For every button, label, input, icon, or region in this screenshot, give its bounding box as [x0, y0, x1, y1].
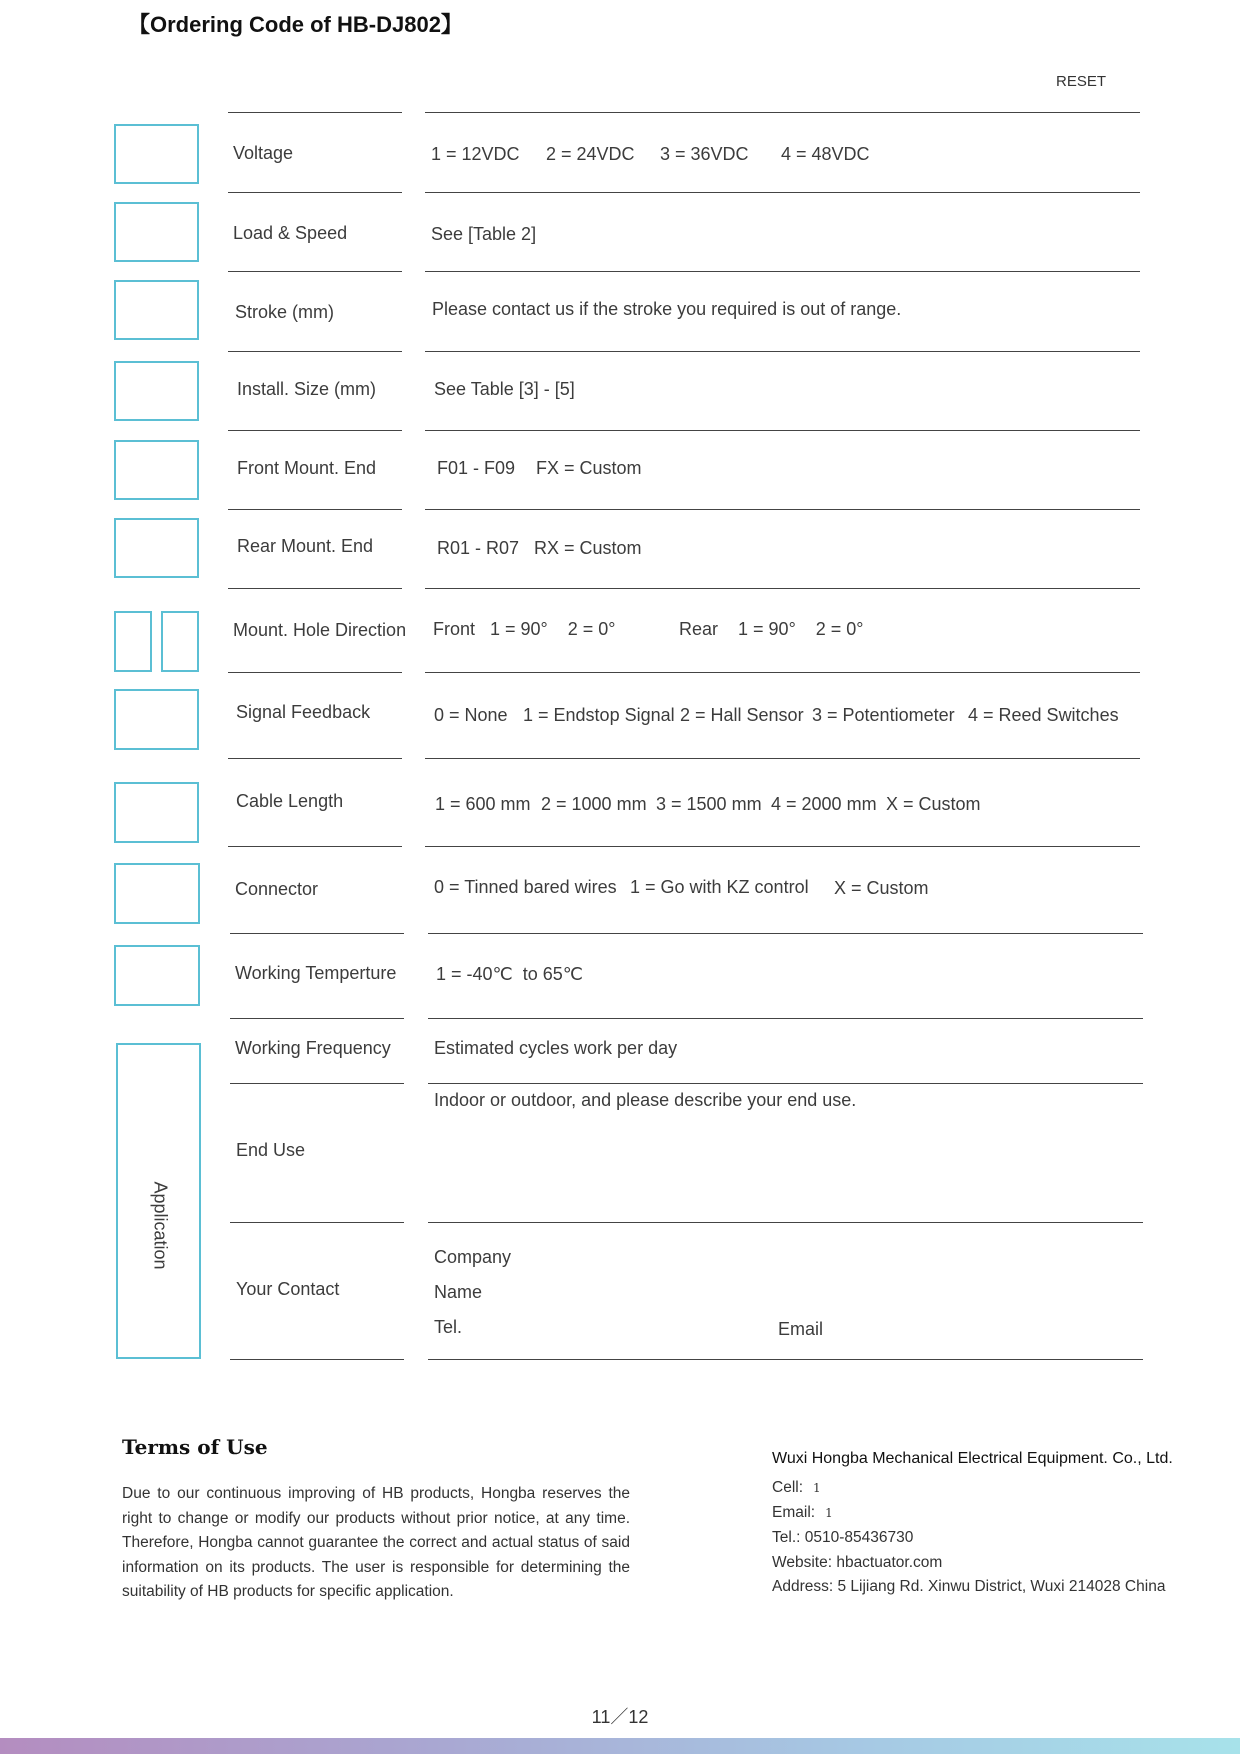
- voltage-option: 1 = 12VDC: [431, 144, 520, 164]
- front-hole-direction-code-box[interactable]: [114, 611, 152, 672]
- cell-label: Cell:: [772, 1479, 804, 1496]
- stroke-code-box[interactable]: [114, 280, 199, 340]
- cable-length-option: 3 = 1500 mm: [656, 794, 762, 814]
- email-label: Email:: [772, 1504, 816, 1521]
- connector-code-box[interactable]: [114, 863, 200, 924]
- cable-length-label: Cable Length: [236, 791, 344, 811]
- contact-name-field[interactable]: Name: [434, 1282, 483, 1302]
- voltage-option: 2 = 24VDC: [546, 144, 635, 164]
- reset-button[interactable]: RESET: [1056, 73, 1107, 90]
- footer-gradient-bar: [0, 1738, 1240, 1754]
- working-freq-text: Estimated cycles work per day: [434, 1038, 678, 1058]
- rear-mount-code-box[interactable]: [114, 518, 199, 578]
- install-size-code-box[interactable]: [114, 361, 199, 421]
- front-mount-label: Front Mount. End: [237, 458, 377, 478]
- working-temp-label: Working Temperture: [235, 963, 397, 983]
- rear-mount-option: R01 - R07: [437, 538, 520, 558]
- signal-feedback-option: 4 = Reed Switches: [968, 705, 1119, 725]
- install-size-text: See Table [3] - [5]: [434, 379, 575, 399]
- working-freq-label: Working Frequency: [235, 1038, 391, 1058]
- contact-company-field[interactable]: Company: [434, 1247, 512, 1267]
- signal-feedback-option: 1 = Endstop Signal: [523, 705, 675, 725]
- rear-mount-label: Rear Mount. End: [237, 536, 374, 556]
- end-use-label: End Use: [236, 1140, 306, 1160]
- company-address: Address: 5 Lijiang Rd. Xinwu District, Wuxi 214028 China: [772, 1578, 1166, 1595]
- application-label: Application: [150, 1181, 171, 1270]
- front-mount-option: F01 - F09: [437, 458, 516, 478]
- cell-value: 1: [813, 1481, 821, 1495]
- install-size-label: Install. Size (mm): [237, 379, 377, 399]
- stroke-label: Stroke (mm): [235, 302, 334, 322]
- hole-direction-label: Mount. Hole Direction: [233, 620, 407, 640]
- cable-length-option: X = Custom: [886, 794, 981, 814]
- rear-hole-direction-code-box[interactable]: [161, 611, 199, 672]
- signal-feedback-option: 3 = Potentiometer: [812, 705, 955, 725]
- hole-direction-front: Front 1 = 90° 2 = 0°: [433, 619, 616, 639]
- contact-tel-field[interactable]: Tel.: [434, 1317, 463, 1337]
- cable-length-option: 2 = 1000 mm: [541, 794, 647, 814]
- terms-body: Due to our continuous improving of HB products, Hongba reserves the right to change or modify our products without prior notice, at any time. Therefore, Hongba cannot guarantee the correct and actual status of said information on its products. The user is responsible for determining the suitability of HB products for specific application.: [122, 1485, 630, 1601]
- front-mount-option: FX = Custom: [536, 458, 642, 478]
- end-use-text: Indoor or outdoor, and please describe your end use.: [434, 1090, 857, 1110]
- voltage-code-box[interactable]: [114, 124, 199, 184]
- load-speed-code-box[interactable]: [114, 202, 199, 262]
- company-tel: Tel.: 0510-85436730: [772, 1529, 914, 1546]
- cable-length-option: 1 = 600 mm: [435, 794, 531, 814]
- terms-heading: Terms of Use: [122, 1435, 268, 1459]
- hole-direction-rear: Rear 1 = 90° 2 = 0°: [679, 619, 864, 639]
- signal-feedback-option: 0 = None: [434, 705, 508, 725]
- cable-length-option: 4 = 2000 mm: [771, 794, 877, 814]
- stroke-text: Please contact us if the stroke you required is out of range.: [432, 299, 902, 319]
- cable-length-code-box[interactable]: [114, 782, 199, 843]
- voltage-option: 4 = 48VDC: [781, 144, 870, 164]
- working-temp-text: 1 = -40℃ to 65℃: [436, 964, 584, 984]
- front-mount-code-box[interactable]: [114, 440, 199, 500]
- company-cell: [772, 1479, 821, 1497]
- page-title: 【Ordering Code of HB-DJ802】: [128, 12, 463, 37]
- contact-label: Your Contact: [236, 1279, 340, 1299]
- connector-option: 0 = Tinned bared wires: [434, 877, 617, 897]
- connector-option: 1 = Go with KZ control: [630, 877, 809, 897]
- connector-option: X = Custom: [834, 878, 929, 898]
- signal-feedback-code-box[interactable]: [114, 689, 199, 750]
- rear-mount-option: RX = Custom: [534, 538, 642, 558]
- signal-feedback-label: Signal Feedback: [236, 702, 371, 722]
- page-number: 11／12: [591, 1707, 649, 1727]
- company-email: [772, 1504, 833, 1522]
- voltage-option: 3 = 36VDC: [660, 144, 749, 164]
- load-speed-label: Load & Speed: [233, 223, 348, 243]
- email-value: 1: [825, 1506, 833, 1520]
- connector-label: Connector: [235, 879, 319, 899]
- working-temp-code-box[interactable]: [114, 945, 200, 1006]
- contact-email-field[interactable]: Email: [778, 1319, 824, 1339]
- company-website: Website: hbactuator.com: [772, 1554, 943, 1571]
- voltage-label: Voltage: [233, 143, 294, 163]
- company-name: Wuxi Hongba Mechanical Electrical Equipment. Co., Ltd.: [772, 1450, 1173, 1467]
- signal-feedback-option: 2 = Hall Sensor: [680, 705, 804, 725]
- load-speed-text: See [Table 2]: [431, 224, 537, 244]
